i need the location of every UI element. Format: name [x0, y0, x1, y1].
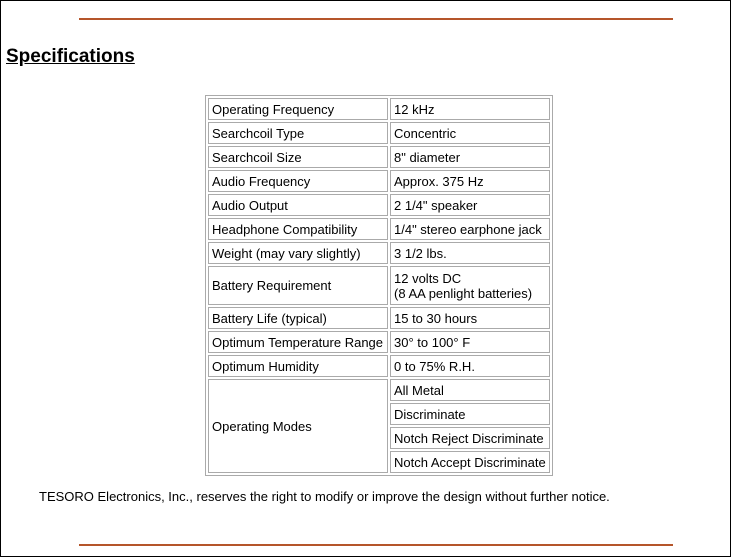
spec-label: Searchcoil Size [208, 146, 388, 168]
table-row [208, 170, 550, 192]
spec-label: Battery Life (typical) [208, 307, 388, 329]
operating-mode: Notch Reject Discriminate [390, 427, 550, 449]
spec-value: 3 1/2 lbs. [390, 242, 550, 264]
table-row [208, 218, 550, 240]
spec-label: Battery Requirement [208, 266, 388, 305]
top-divider [79, 18, 673, 20]
spec-value: 15 to 30 hours [390, 307, 550, 329]
spec-value-line: (8 AA penlight batteries) [394, 285, 533, 301]
table-row [208, 355, 550, 377]
spec-label: Optimum Temperature Range [208, 331, 388, 353]
bottom-divider [79, 544, 673, 546]
spec-value: Approx. 375 Hz [390, 170, 550, 192]
spec-value: 0 to 75% R.H. [390, 355, 550, 377]
table-row [208, 331, 550, 353]
spec-value: 12 kHz [390, 98, 550, 120]
spec-value [390, 266, 550, 305]
table-row [208, 98, 550, 120]
spec-label: Audio Frequency [208, 170, 388, 192]
spec-value: 1/4" stereo earphone jack [390, 218, 550, 240]
spec-label: Operating Frequency [208, 98, 388, 120]
table-row [208, 266, 550, 305]
operating-mode: Discriminate [390, 403, 550, 425]
spec-label: Weight (may vary slightly) [208, 242, 388, 264]
operating-mode: Notch Accept Discriminate [390, 451, 550, 473]
disclaimer-note: TESORO Electronics, Inc., reserves the right to modify or improve the design without further notice. [39, 489, 610, 504]
table-row [208, 122, 550, 144]
spec-value-line: 12 volts DC [394, 270, 462, 286]
table-row [208, 307, 550, 329]
spec-label: Optimum Humidity [208, 355, 388, 377]
spec-value: 30° to 100° F [390, 331, 550, 353]
spec-label: Audio Output [208, 194, 388, 216]
table-row [208, 194, 550, 216]
spec-value: Concentric [390, 122, 550, 144]
operating-mode: All Metal [390, 379, 550, 401]
table-row [208, 146, 550, 168]
spec-value: 8" diameter [390, 146, 550, 168]
spec-label: Headphone Compatibility [208, 218, 388, 240]
spec-label: Searchcoil Type [208, 122, 388, 144]
operating-modes-label: Operating Modes [208, 379, 388, 473]
specifications-table [205, 95, 553, 476]
page-title: Specifications [6, 46, 135, 67]
table-row [208, 379, 550, 401]
table-row [208, 242, 550, 264]
spec-value: 2 1/4" speaker [390, 194, 550, 216]
